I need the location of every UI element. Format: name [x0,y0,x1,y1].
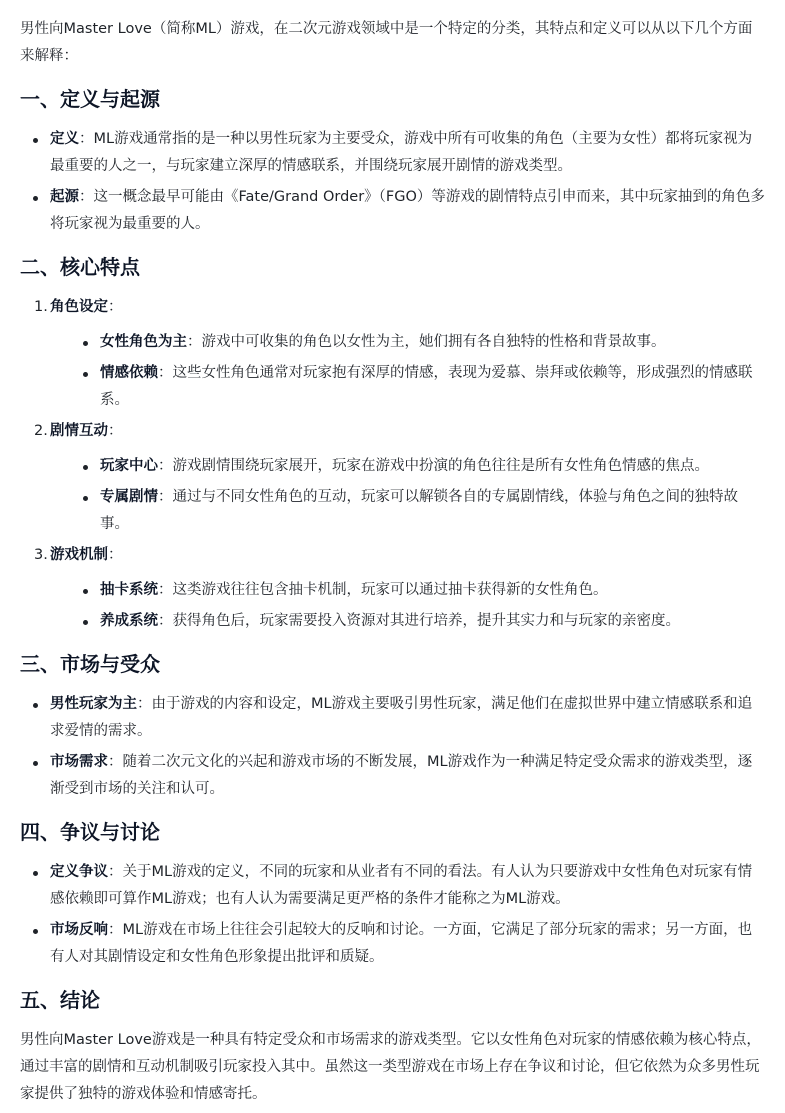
item-text: ：随着二次元文化的兴起和游戏市场的不断发展，ML游戏作为一种满足特定受众需求的游戏类型，逐渐受到市场的关注和认可。 [50,754,753,797]
nested-list [70,453,765,538]
item-suffix: ： [108,423,123,439]
item-lead: 定义争议 [50,864,108,880]
list-item [70,453,765,480]
item-text: ：这类游戏往往包含抽卡机制，玩家可以通过抽卡获得新的女性角色。 [158,582,608,598]
item-number: 1. [34,299,48,315]
item-text: ：关于ML游戏的定义，不同的玩家和从业者有不同的看法。有人认为只要游戏中女性角色对玩家有情感依赖即可算作ML游戏；也有人认为需要满足更严格的条件才能称之为ML游戏。 [50,864,753,907]
item-text: ：由于游戏的内容和设定，ML游戏主要吸引男性玩家，满足他们在虚拟世界中建立情感联系和追求爱情的需求。 [50,696,753,739]
list-item [20,749,765,803]
item-number: 3. [34,547,48,563]
numbered-item [20,542,765,635]
conclusion-paragraph: 男性向Master Love游戏是一种具有特定受众和市场需求的游戏类型。它以女性角色对玩家的情感依赖为核心特点，通过丰富的剧情和互动机制吸引玩家投入其中。虽然这一类型游戏在市场上存在争议和讨论，但它依然为众多男性玩家提供了独特的游戏体验和情感寄托。 [20,1032,761,1102]
list-item [70,329,765,356]
section-heading-definition: 一、定义与起源 [20,87,160,111]
list-item [70,360,765,414]
item-lead: 女性角色为主 [100,334,187,350]
item-lead: 剧情互动 [50,423,108,439]
item-text: ：获得角色后，玩家需要投入资源对其进行培养，提升其实力和与玩家的亲密度。 [158,613,680,629]
item-lead: 情感依赖 [100,365,158,381]
controversy-list [20,859,765,971]
list-item [20,917,765,971]
item-lead: 游戏机制 [50,547,108,563]
nested-list [70,577,765,635]
section-heading-core-features: 二、核心特点 [20,255,140,279]
item-text: ：这些女性角色通常对玩家抱有深厚的情感，表现为爱慕、崇拜或依赖等，形成强烈的情感联系。 [100,365,753,408]
item-text: ：游戏剧情围绕玩家展开，玩家在游戏中扮演的角色往往是所有女性角色情感的焦点。 [158,458,709,474]
list-item [20,184,765,238]
list-item [20,126,765,180]
numbered-item [20,294,765,414]
item-lead: 市场反响 [50,922,108,938]
numbered-item [20,418,765,538]
section-heading-controversy: 四、争议与讨论 [20,820,160,844]
list-item [70,577,765,604]
item-number: 2. [34,423,48,439]
list-item [20,859,765,913]
item-lead: 角色设定 [50,299,108,315]
list-item [20,691,765,745]
item-lead: 起源 [50,189,79,205]
item-lead: 定义 [50,131,79,147]
item-lead: 抽卡系统 [100,582,158,598]
item-suffix: ： [108,547,123,563]
item-text: ：通过与不同女性角色的互动，玩家可以解锁各自的专属剧情线，体验与角色之间的独特故事。 [100,489,738,532]
market-list [20,691,765,803]
section-heading-market: 三、市场与受众 [20,652,160,676]
core-features-list [20,294,765,635]
intro-paragraph: 男性向Master Love（简称ML）游戏，在二次元游戏领域中是一个特定的分类，其特点和定义可以从以下几个方面来解释： [20,21,753,64]
list-item [70,484,765,538]
item-lead: 市场需求 [50,754,108,770]
item-text: ：ML游戏通常指的是一种以男性玩家为主要受众，游戏中所有可收集的角色（主要为女性）都将玩家视为最重要的人之一，与玩家建立深厚的情感联系，并围绕玩家展开剧情的游戏类型。 [50,131,753,174]
item-text: ：ML游戏在市场上往往会引起较大的反响和讨论。一方面，它满足了部分玩家的需求；另一方面，也有人对其剧情设定和女性角色形象提出批评和质疑。 [50,922,753,965]
item-lead: 玩家中心 [100,458,158,474]
nested-list [70,329,765,414]
item-text: ：游戏中可收集的角色以女性为主，她们拥有各自独特的性格和背景故事。 [187,334,666,350]
definition-list [20,126,765,238]
item-lead: 专属剧情 [100,489,158,505]
item-lead: 养成系统 [100,613,158,629]
item-suffix: ： [108,299,123,315]
section-heading-conclusion: 五、结论 [20,988,100,1012]
item-text: ：这一概念最早可能由《Fate/Grand Order》（FGO）等游戏的剧情特点引申而来，其中玩家抽到的角色多将玩家视为最重要的人。 [50,189,765,232]
list-item [70,608,765,635]
item-lead: 男性玩家为主 [50,696,137,712]
